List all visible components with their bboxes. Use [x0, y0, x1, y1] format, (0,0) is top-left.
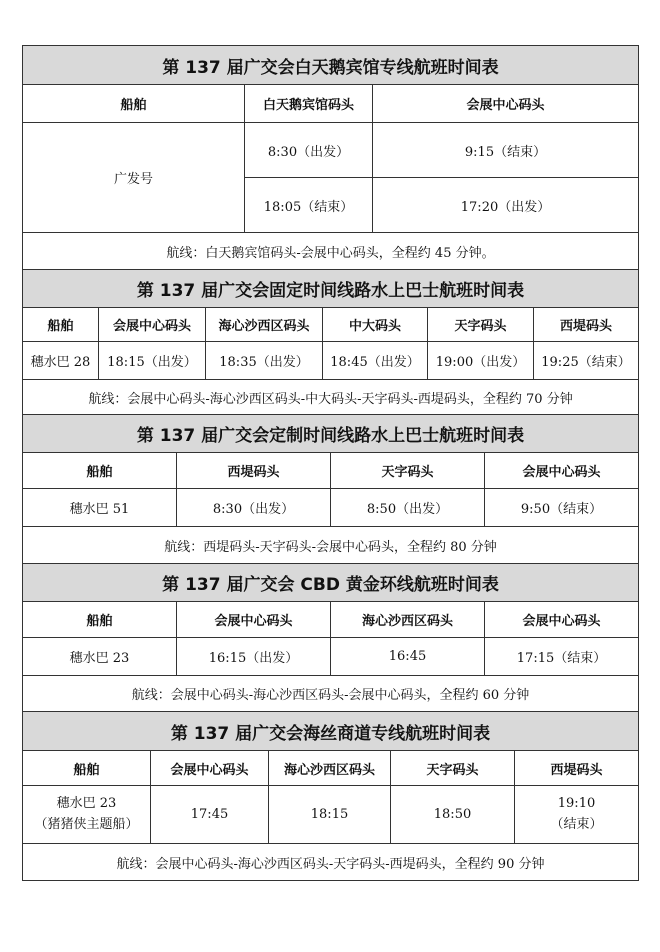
route-note: 航线：会展中心码头-海心沙西区码头-天字码头-西堤码头，全程约 90 分钟	[23, 844, 639, 881]
schedule-table-2	[22, 269, 639, 415]
table-title: 第 137 届广交会固定时间线路水上巴士航班时间表	[23, 270, 639, 308]
time-cell: 16:45	[331, 638, 485, 676]
status-line: （结束）	[550, 816, 603, 832]
schedule-sheet	[22, 45, 638, 881]
header-pier: 西堤码头	[534, 308, 639, 342]
time-cell: 18:15	[269, 786, 391, 844]
ship-theme-line: （猪猪侠主题船）	[34, 816, 139, 832]
time-cell: 19:25（结束）	[534, 342, 639, 380]
ship-name: 穗水巴 28	[23, 342, 99, 380]
time-cell: 9:15（结束）	[373, 123, 639, 178]
time-cell: 18:15（出发）	[99, 342, 206, 380]
header-pier: 会展中心码头	[177, 602, 331, 638]
header-pier: 海心沙西区码头	[331, 602, 485, 638]
ship-name: 穗水巴 23	[23, 638, 177, 676]
time-cell: 17:45	[151, 786, 269, 844]
time-cell	[515, 786, 639, 844]
ship-name: 广发号	[23, 123, 245, 233]
schedule-table-5	[22, 711, 639, 881]
time-cell: 8:50（出发）	[331, 489, 485, 527]
header-pier: 会展中心码头	[151, 751, 269, 786]
time-cell: 8:30（出发）	[177, 489, 331, 527]
route-note: 航线：白天鹅宾馆码头-会展中心码头，全程约 45 分钟。	[23, 233, 639, 270]
header-pier: 会展中心码头	[485, 602, 639, 638]
schedule-table-3	[22, 414, 639, 564]
header-ship: 船舶	[23, 85, 245, 123]
header-pier: 天字码头	[391, 751, 515, 786]
table-title: 第 137 届广交会海丝商道专线航班时间表	[23, 712, 639, 751]
header-pier: 中大码头	[323, 308, 428, 342]
time-cell: 16:15（出发）	[177, 638, 331, 676]
ship-name: 穗水巴 51	[23, 489, 177, 527]
table-title: 第 137 届广交会 CBD 黄金环线航班时间表	[23, 564, 639, 602]
time-cell: 18:35（出发）	[206, 342, 323, 380]
table-title: 第 137 届广交会定制时间线路水上巴士航班时间表	[23, 415, 639, 453]
header-pier: 西堤码头	[515, 751, 639, 786]
header-ship: 船舶	[23, 453, 177, 489]
time-cell: 18:45（出发）	[323, 342, 428, 380]
time-cell: 8:30（出发）	[245, 123, 373, 178]
ship-name-line: 穗水巴 23	[56, 795, 117, 811]
time-cell: 17:15（结束）	[485, 638, 639, 676]
header-pier: 天字码头	[428, 308, 534, 342]
header-pier: 海心沙西区码头	[206, 308, 323, 342]
header-ship: 船舶	[23, 308, 99, 342]
table-title: 第 137 届广交会白天鹅宾馆专线航班时间表	[23, 46, 639, 85]
schedule-table-4	[22, 563, 639, 712]
time-line: 19:10	[557, 795, 596, 811]
time-cell: 19:00（出发）	[428, 342, 534, 380]
header-pier: 会展中心码头	[99, 308, 206, 342]
route-note: 航线：会展中心码头-海心沙西区码头-中大码头-天字码头-西堤码头，全程约 70 分钟	[23, 380, 639, 415]
header-ship: 船舶	[23, 602, 177, 638]
header-pier: 会展中心码头	[373, 85, 639, 123]
ship-name	[23, 786, 151, 844]
schedule-table-1	[22, 45, 639, 270]
header-ship: 船舶	[23, 751, 151, 786]
header-pier: 会展中心码头	[485, 453, 639, 489]
route-note: 航线：会展中心码头-海心沙西区码头-会展中心码头，全程约 60 分钟	[23, 676, 639, 712]
header-pier: 天字码头	[331, 453, 485, 489]
header-pier: 白天鹅宾馆码头	[245, 85, 373, 123]
header-pier: 西堤码头	[177, 453, 331, 489]
time-cell: 18:50	[391, 786, 515, 844]
time-cell: 17:20（出发）	[373, 178, 639, 233]
time-cell: 9:50（结束）	[485, 489, 639, 527]
header-pier: 海心沙西区码头	[269, 751, 391, 786]
route-note: 航线：西堤码头-天字码头-会展中心码头，全程约 80 分钟	[23, 527, 639, 564]
time-cell: 18:05（结束）	[245, 178, 373, 233]
